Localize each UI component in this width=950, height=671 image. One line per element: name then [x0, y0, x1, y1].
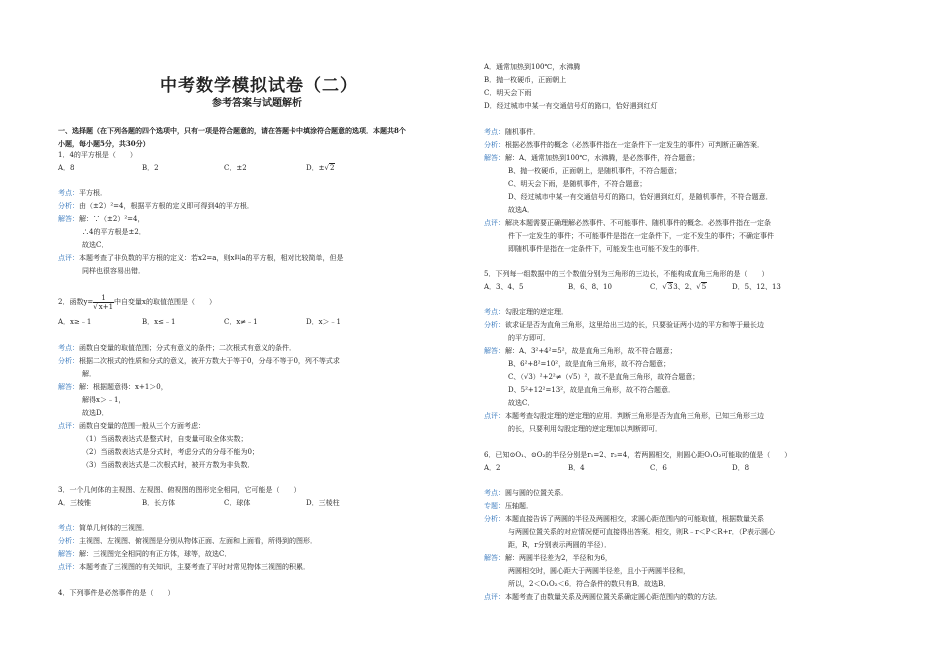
q2-dianping: [58, 422, 205, 431]
q4-option-d: D．经过城市中某一有交通信号灯的路口，恰好遇到红灯: [484, 102, 658, 110]
zhuanti-label: 专题：: [484, 502, 505, 510]
kaodian-label: 考点：: [484, 308, 505, 316]
q4-jieda: [484, 154, 699, 163]
q1-option-d-prefix: D．±: [306, 164, 325, 172]
q2-option-c: C．x≠﹣1: [224, 318, 258, 326]
q6-fenxi-line1: 本题直接告诉了两圆的半径及两圆相交，求圆心距范围内的可能取值，根据数量关系: [505, 515, 764, 523]
q4-kaodian: [484, 128, 540, 137]
q2-fraction-denominator: [93, 303, 114, 311]
radical-sign: √: [696, 283, 701, 291]
q2-fenxi-line2: 解．: [82, 370, 96, 378]
q2-fenxi: [58, 357, 340, 366]
q2-fraction-numerator: 1: [93, 294, 114, 303]
q4-dianping: [484, 219, 771, 228]
q3-fenxi: [58, 537, 317, 546]
q1-option-b: B．2: [142, 164, 159, 172]
q5-option-c-mid: 3、2、: [673, 283, 697, 291]
q3-dianping: [58, 563, 310, 572]
q6-fenxi: [484, 515, 764, 524]
q4-fenxi-text: 根据必然事件的概念（必然事件指在一定条件下一定发生的事件）可判断正确答案．: [505, 141, 764, 149]
fenxi-label: 分析：: [484, 141, 505, 149]
q6-jieda-line1: 解：两圆半径差为2，半径和为6，: [505, 554, 612, 562]
q4-stem: 4．下列事件是必然事件的是（ ）: [58, 589, 175, 597]
q1-option-d-radicand: 2: [329, 164, 335, 172]
jieda-label: 解答：: [484, 347, 505, 355]
dianping-label: 点评：: [58, 563, 79, 571]
q5-fenxi: [484, 321, 764, 330]
q1-kaodian: [58, 189, 107, 198]
dianping-label: 点评：: [484, 412, 505, 420]
q4-jieda-line3: C、明天会下雨，是随机事件，不符合题意；: [508, 180, 647, 188]
q5-option-c-radicand1: 3: [667, 283, 673, 291]
q4-dianping-line1: 解决本题需要正确理解必然事件、不可能事件、随机事件的概念．必然事件指在一定条: [505, 219, 771, 227]
q3-jieda-text: 解：三视图完全相同的有正方体，球等，故选C．: [79, 550, 232, 558]
section-heading-line1: 一、选择题（在下列各题的四个选项中，只有一项是符合题意的，请在答题卡中填涂符合题意的选项．本题共8个: [58, 126, 406, 135]
radical-sign: √: [93, 302, 98, 311]
q3-kaodian-text: 简单几何体的三视图．: [79, 524, 149, 532]
q5-option-c: [650, 283, 707, 292]
q5-jieda-line2: B、6²+8²=10²，故是直角三角形，故不符合题意；: [508, 360, 671, 368]
q1-kaodian-text: 平方根．: [79, 189, 107, 197]
q6-jieda-line3: 所以，2＜O₁O₂＜6．符合条件的数只有B．故选B．: [508, 580, 671, 588]
q4-fenxi: [484, 141, 764, 150]
q2-dianping-line4: （3）当函数表达式是二次根式时，被开方数为非负数．: [82, 461, 255, 469]
q1-option-d: [306, 164, 335, 173]
q1-dianping: [58, 254, 344, 263]
q2-stem-prefix: 2．函数y=: [58, 298, 94, 306]
q6-option-b: B．4: [568, 464, 585, 472]
q6-zhuanti-text: 压轴题．: [505, 502, 533, 510]
q1-fenxi-text: 由（±2）²=4，根据平方根的定义即可得到4的平方根．: [79, 202, 254, 210]
page-subtitle: 参考答案与试题解析: [212, 98, 302, 109]
dianping-label: 点评：: [58, 422, 79, 430]
q5-fenxi-line2: 的平方即可．: [508, 334, 550, 342]
q5-stem: 5．下列每一组数据中的三个数值分别为三角形的三边长，不能构成直角三角形的是（ ）: [484, 270, 769, 278]
fenxi-label: 分析：: [58, 537, 79, 545]
q1-option-c: C．±2: [224, 164, 247, 172]
jieda-label: 解答：: [484, 554, 505, 562]
q4-jieda-line4: D、经过城市中某一有交通信号灯的路口，恰好遇到红灯，是随机事件，不符合题意．: [508, 193, 773, 201]
q5-dianping-line1: 本题考查勾股定理的逆定理的应用．判断三角形是否为直角三角形，已知三角形三边: [505, 412, 764, 420]
q1-jieda: [58, 215, 144, 224]
radical-sign: √: [662, 283, 667, 291]
q5-jieda-line3: C、（√3）²+2²≠（√5）²，故不是直角三角形，故符合题意；: [508, 373, 700, 381]
q6-fenxi-line3: 距，R，r分别表示两圆的半径）．: [508, 541, 612, 549]
kaodian-label: 考点：: [484, 489, 505, 497]
q2-kaodian: [58, 344, 296, 353]
q6-option-c: C．6: [650, 464, 667, 472]
q5-option-c-prefix: C．: [650, 283, 663, 291]
q2-stem-suffix: 中自变量x的取值范围是（ ）: [114, 298, 216, 306]
q3-jieda: [58, 550, 231, 559]
q1-option-a: A．8: [58, 164, 75, 172]
q1-stem: 1．4的平方根是（ ）: [58, 151, 137, 159]
fenxi-label: 分析：: [484, 515, 505, 523]
kaodian-label: 考点：: [58, 344, 79, 352]
q2-dianping-line2: （1）当函数表达式是整式时，自变量可取全体实数；: [82, 435, 248, 443]
q2-jieda-line2: 解得x＞﹣1，: [82, 396, 126, 404]
q6-stem: 6．已知⊙O₁、⊙O₂的半径分别是r₁=2、r₂=4，若两圆相交，则圆心距O₁O₂可能取的值是（ ）: [484, 451, 792, 459]
q1-dianping-line2: 同样也很容易出错．: [82, 267, 145, 275]
q3-dianping-text: 本题考查了三视图的有关知识，主要考查了平时对常见物体三视图的积累．: [79, 563, 310, 571]
q2-dianping-line1: 函数自变量的范围一般从三个方面考虑：: [79, 422, 205, 430]
q4-option-a: A．通常加热到100℃，水沸腾: [484, 63, 581, 71]
q5-kaodian: [484, 308, 568, 317]
q1-jieda-line2: ∴4的平方根是±2．: [82, 228, 146, 236]
fenxi-label: 分析：: [58, 202, 79, 210]
q2-option-d: D．x＞﹣1: [306, 318, 342, 326]
q2-option-b: B．x≤﹣1: [142, 318, 176, 326]
q1-jieda-line3: 故选C．: [82, 241, 109, 249]
q6-dianping-text: 本题考查了由数量关系及两圆位置关系确定圆心距范围内的数的方法．: [505, 593, 722, 601]
q5-jieda-line1: 解：A、3²+4²=5²，故是直角三角形，故不符合题意；: [505, 347, 677, 355]
q5-dianping: [484, 412, 764, 421]
q5-option-b: B．6、8、10: [568, 283, 612, 291]
q1-fenxi: [58, 202, 254, 211]
q2-fenxi-line1: 根据二次根式的性质和分式的意义，被开方数大于等于0，分母不等于0，列不等式求: [79, 357, 340, 365]
q6-fenxi-line2: 与两圆位置关系的对应情况便可直接得出答案．相交，则R﹣r＜P＜R+r．（P表示圆心: [508, 528, 776, 536]
q5-jieda-line5: 故选C．: [508, 399, 535, 407]
q4-jieda-line5: 故选A．: [508, 206, 535, 214]
q6-zhuanti: [484, 502, 533, 511]
fenxi-label: 分析：: [58, 357, 79, 365]
kaodian-label: 考点：: [484, 128, 505, 136]
q5-kaodian-text: 勾股定理的逆定理．: [505, 308, 568, 316]
q2-option-a: A．x≥﹣1: [58, 318, 92, 326]
q6-jieda: [484, 554, 612, 563]
q4-jieda-line2: B、抛一枚硬币，正面朝上，是随机事件，不符合题意；: [508, 167, 682, 175]
kaodian-label: 考点：: [58, 189, 79, 197]
q5-jieda-line4: D、5²+12²=13²，故是直角三角形，故不符合题意．: [508, 386, 676, 394]
q3-option-b: B．长方体: [142, 499, 176, 507]
kaodian-label: 考点：: [58, 524, 79, 532]
jieda-label: 解答：: [58, 550, 79, 558]
q2-stem: [58, 292, 216, 312]
q6-jieda-line2: 两圆相交时，圆心距大于两圆半径差，且小于两圆半径和，: [508, 567, 690, 575]
q3-option-d: D．三棱柱: [306, 499, 340, 507]
q5-option-d: D．5、12、13: [732, 283, 781, 291]
radical-sign: √: [324, 164, 329, 172]
fenxi-label: 分析：: [484, 321, 505, 329]
q4-option-c: C．明天会下雨: [484, 89, 532, 97]
dianping-label: 点评：: [484, 219, 505, 227]
q6-dianping: [484, 593, 722, 602]
q1-jieda-line1: 解：∵（±2）²=4，: [79, 215, 145, 223]
q5-option-a: A．3、4、5: [484, 283, 524, 291]
q1-dianping-line1: 本题考查了非负数的平方根的定义：若x2=a，则x叫a的平方根，相对比较简单，但是: [79, 254, 344, 262]
q2-fraction: [93, 294, 114, 311]
q6-option-a: A．2: [484, 464, 501, 472]
q4-option-b: B．抛一枚硬币，正面朝上: [484, 76, 567, 84]
q2-jieda-line1: 解：根据题意得：x+1＞0，: [79, 383, 168, 391]
q4-dianping-line2: 件下一定发生的事件；不可能事件是指在一定条件下，一定不发生的事件；不确定事件: [508, 232, 774, 240]
q3-option-a: A．三棱锥: [58, 499, 92, 507]
q6-kaodian: [484, 489, 568, 498]
q6-kaodian-text: 圆与圆的位置关系．: [505, 489, 568, 497]
q2-jieda-line3: 故选D．: [82, 409, 109, 417]
jieda-label: 解答：: [58, 383, 79, 391]
page-title: 中考数学模拟试卷（二）: [160, 76, 358, 96]
jieda-label: 解答：: [484, 154, 505, 162]
q3-option-c: C．球体: [224, 499, 251, 507]
q3-kaodian: [58, 524, 149, 533]
q5-option-c-radicand2: 5: [701, 283, 707, 291]
q4-kaodian-text: 随机事件．: [505, 128, 540, 136]
q2-radicand: x+1: [98, 302, 114, 311]
q5-fenxi-line1: 欲求证是否为直角三角形，这里给出三边的长，只要验证两小边的平方和等于最长边: [505, 321, 764, 329]
q4-dianping-line3: 即随机事件是指在一定条件下，可能发生也可能不发生的事件．: [508, 245, 704, 253]
q2-kaodian-text: 函数自变量的取值范围；分式有意义的条件；二次根式有意义的条件．: [79, 344, 296, 352]
section-heading-line2: 小题，每小题5分，共30分）: [58, 139, 150, 148]
q2-dianping-line3: （2）当函数表达式是分式时，考虑分式的分母不能为0；: [82, 448, 259, 456]
q6-option-d: D．8: [732, 464, 750, 472]
q5-jieda: [484, 347, 677, 356]
q3-stem: 3．一个几何体的主视图、左视图、俯视图的图形完全相同，它可能是（ ）: [58, 486, 301, 494]
dianping-label: 点评：: [58, 254, 79, 262]
q5-dianping-line2: 的长，只要利用勾股定理的逆定理加以判断即可．: [508, 425, 662, 433]
jieda-label: 解答：: [58, 215, 79, 223]
q3-fenxi-text: 主视图、左视图、俯视图是分别从物体正面、左面和上面看，所得到的图形．: [79, 537, 317, 545]
dianping-label: 点评：: [484, 593, 505, 601]
q4-jieda-line1: 解：A、通常加热到100℃，水沸腾，是必然事件，符合题意；: [505, 154, 700, 162]
q2-jieda: [58, 383, 168, 392]
